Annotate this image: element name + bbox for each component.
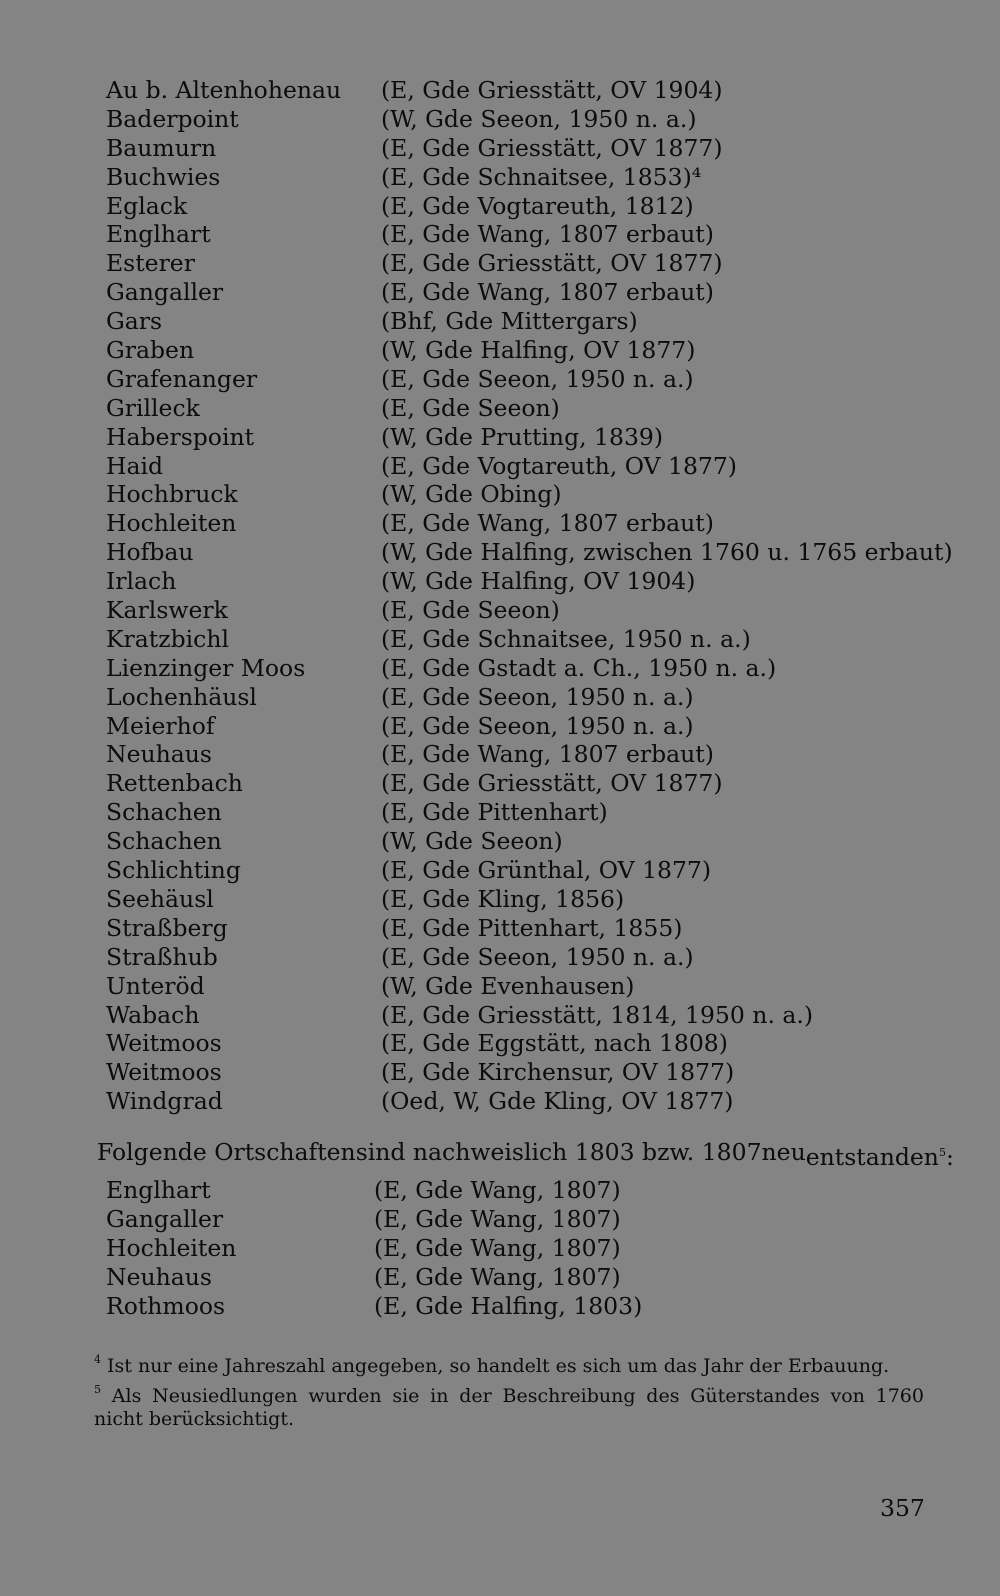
place-name: Irlach bbox=[106, 567, 177, 596]
place-description: (E, Gde Wang, 1807) bbox=[374, 1176, 621, 1204]
place-name: Meierhof bbox=[106, 711, 215, 740]
place-description: (W, Gde Seeon) bbox=[381, 827, 563, 856]
place-name: Au b. Altenhohenau bbox=[106, 76, 342, 104]
list-item bbox=[100, 943, 960, 972]
place-description: (E, Gde Wang, 1807 erbaut) bbox=[381, 278, 714, 307]
place-description: (E, Gde Kling, 1856) bbox=[381, 884, 625, 913]
list-item bbox=[100, 712, 960, 741]
list-item bbox=[100, 452, 960, 481]
place-name: Haid bbox=[106, 451, 164, 480]
place-description: (E, Gde Griesstätt, 1814, 1950 n. a.) bbox=[381, 1000, 814, 1029]
list-item bbox=[100, 249, 960, 278]
place-name: Rettenbach bbox=[106, 769, 243, 798]
list-item bbox=[100, 278, 960, 307]
place-name: Schachen bbox=[106, 798, 222, 827]
place-name: Neuhaus bbox=[106, 1263, 212, 1291]
new-place-list bbox=[100, 1176, 960, 1321]
place-description: (E, Gde Griesstätt, OV 1904) bbox=[381, 76, 723, 104]
place-description: (E, Gde Halfing, 1803) bbox=[374, 1292, 643, 1320]
place-description: (E, Gde Schnaitsee, 1853)⁴ bbox=[381, 162, 702, 191]
list-item bbox=[100, 134, 960, 163]
place-description: (E, Gde Grünthal, OV 1877) bbox=[381, 856, 712, 885]
list-item bbox=[100, 740, 960, 769]
place-description: (E, Gde Pittenhart) bbox=[381, 798, 608, 827]
list-item bbox=[100, 798, 960, 827]
place-description: (E, Gde Wang, 1807) bbox=[374, 1205, 621, 1233]
place-description: (E, Gde Vogtareuth, 1812) bbox=[381, 191, 694, 220]
place-name: Esterer bbox=[106, 249, 195, 278]
footnote-mark: 4 bbox=[94, 1353, 101, 1366]
place-description: (E, Gde Wang, 1807) bbox=[374, 1263, 621, 1291]
place-name: Lienzinger Moos bbox=[106, 653, 306, 682]
intro-colon: : bbox=[945, 1143, 954, 1171]
place-description: (E, Gde Griesstätt, OV 1877) bbox=[381, 133, 723, 162]
place-list bbox=[100, 76, 960, 1116]
list-item bbox=[100, 856, 960, 885]
place-name: Neuhaus bbox=[106, 740, 212, 769]
place-name: Haberspoint bbox=[106, 422, 255, 451]
list-item bbox=[100, 1176, 960, 1205]
place-description: (W, Gde Evenhausen) bbox=[381, 971, 635, 1000]
place-description: (W, Gde Seeon, 1950 n. a.) bbox=[381, 104, 697, 133]
intro-part: neu bbox=[761, 1138, 806, 1166]
place-name: Graben bbox=[106, 336, 195, 365]
footnote-mark: 5 bbox=[94, 1383, 101, 1396]
place-description: (E, Gde Griesstätt, OV 1877) bbox=[381, 769, 723, 798]
list-item bbox=[100, 76, 960, 105]
place-description: (E, Gde Seeon, 1950 n. a.) bbox=[381, 682, 694, 711]
place-description: (W, Gde Halfing, OV 1904) bbox=[381, 567, 696, 596]
page-number: 357 bbox=[880, 1494, 925, 1522]
list-item bbox=[100, 105, 960, 134]
list-item bbox=[100, 1058, 960, 1087]
place-name: Karlswerk bbox=[106, 596, 228, 625]
list-item bbox=[100, 1292, 960, 1321]
place-description: (E, Gde Pittenhart, 1855) bbox=[381, 913, 683, 942]
footnote bbox=[94, 1378, 924, 1431]
intro-part: entstanden bbox=[805, 1143, 939, 1171]
place-description: (W, Gde Halfing, OV 1877) bbox=[381, 336, 696, 365]
list-item bbox=[100, 480, 960, 509]
place-name: Gars bbox=[106, 307, 163, 336]
place-description: (E, Gde Wang, 1807 erbaut) bbox=[381, 509, 714, 538]
place-name: Englhart bbox=[106, 1176, 211, 1204]
list-item bbox=[100, 192, 960, 221]
place-description: (W, Gde Obing) bbox=[381, 480, 562, 509]
list-item bbox=[100, 1087, 960, 1116]
place-description: (E, Gde Gstadt a. Ch., 1950 n. a.) bbox=[381, 653, 777, 682]
list-item bbox=[100, 1001, 960, 1030]
place-description: (E, Gde Seeon) bbox=[381, 596, 560, 625]
place-description: (E, Gde Vogtareuth, OV 1877) bbox=[381, 451, 737, 480]
list-item bbox=[100, 885, 960, 914]
footnote-text: Ist nur eine Jahreszahl angegeben, so handelt es sich um das Jahr der Erbauung. bbox=[107, 1355, 890, 1377]
place-description: (E, Gde Seeon, 1950 n. a.) bbox=[381, 711, 694, 740]
list-item bbox=[100, 827, 960, 856]
place-name: Hochbruck bbox=[106, 480, 238, 509]
place-name: Baumurn bbox=[106, 133, 217, 162]
footnote-ref: 5 bbox=[938, 1146, 946, 1159]
list-item bbox=[100, 1205, 960, 1234]
place-description: (E, Gde Seeon, 1950 n. a.) bbox=[381, 364, 694, 393]
place-name: Straßberg bbox=[106, 913, 228, 942]
intro-part-last bbox=[806, 1138, 954, 1172]
list-item bbox=[100, 163, 960, 192]
place-name: Hochleiten bbox=[106, 509, 237, 538]
place-name: Englhart bbox=[106, 220, 211, 249]
section-intro bbox=[97, 1138, 954, 1172]
list-item bbox=[100, 1234, 960, 1263]
place-description: (E, Gde Wang, 1807 erbaut) bbox=[381, 220, 714, 249]
list-item bbox=[100, 394, 960, 423]
place-name: Unteröd bbox=[106, 971, 205, 1000]
place-name: Windgrad bbox=[106, 1087, 223, 1116]
place-name: Weitmoos bbox=[106, 1058, 222, 1087]
place-name: Straßhub bbox=[106, 942, 218, 971]
place-name: Lochenhäusl bbox=[106, 682, 257, 711]
place-name: Gangaller bbox=[106, 1205, 224, 1233]
list-item bbox=[100, 683, 960, 712]
intro-part: Folgende Ortschaften bbox=[97, 1138, 356, 1166]
place-name: Eglack bbox=[106, 191, 188, 220]
list-item bbox=[100, 625, 960, 654]
place-name: Kratzbichl bbox=[106, 624, 229, 653]
place-name: Seehäusl bbox=[106, 884, 214, 913]
list-item bbox=[100, 1263, 960, 1292]
place-description: (W, Gde Halfing, zwischen 1760 u. 1765 erbaut) bbox=[381, 538, 953, 567]
footnote bbox=[94, 1348, 924, 1378]
place-description: (E, Gde Wang, 1807) bbox=[374, 1234, 621, 1262]
place-description: (E, Gde Griesstätt, OV 1877) bbox=[381, 249, 723, 278]
list-item bbox=[100, 1029, 960, 1058]
intro-part: sind nachweislich 1803 bzw. 1807 bbox=[355, 1138, 762, 1166]
place-name: Schlichting bbox=[106, 856, 241, 885]
footnote-text: Als Neusiedlungen wurden sie in der Beschreibung des Güterstandes von 1760 nicht berücksichtigt. bbox=[94, 1385, 924, 1430]
place-description: (E, Gde Eggstätt, nach 1808) bbox=[381, 1029, 728, 1058]
place-description: (Oed, W, Gde Kling, OV 1877) bbox=[381, 1087, 734, 1116]
place-name: Buchwies bbox=[106, 162, 221, 191]
list-item bbox=[100, 538, 960, 567]
list-item bbox=[100, 654, 960, 683]
place-name: Grilleck bbox=[106, 393, 200, 422]
place-name: Schachen bbox=[106, 827, 222, 856]
place-name: Baderpoint bbox=[106, 104, 239, 133]
place-description: (E, Gde Seeon, 1950 n. a.) bbox=[381, 942, 694, 971]
list-item bbox=[100, 220, 960, 249]
list-item bbox=[100, 365, 960, 394]
place-description: (E, Gde Wang, 1807 erbaut) bbox=[381, 740, 714, 769]
place-name: Gangaller bbox=[106, 278, 224, 307]
list-item bbox=[100, 769, 960, 798]
list-item bbox=[100, 307, 960, 336]
place-description: (E, Gde Schnaitsee, 1950 n. a.) bbox=[381, 624, 751, 653]
list-item bbox=[100, 972, 960, 1001]
place-description: (Bhf, Gde Mittergars) bbox=[381, 307, 638, 336]
place-name: Weitmoos bbox=[106, 1029, 222, 1058]
place-description: (E, Gde Seeon) bbox=[381, 393, 560, 422]
list-item bbox=[100, 336, 960, 365]
place-name: Hofbau bbox=[106, 538, 194, 567]
list-item bbox=[100, 914, 960, 943]
list-item bbox=[100, 596, 960, 625]
place-name: Hochleiten bbox=[106, 1234, 237, 1262]
place-name: Rothmoos bbox=[106, 1292, 226, 1320]
list-item bbox=[100, 509, 960, 538]
list-item bbox=[100, 423, 960, 452]
footnotes bbox=[94, 1348, 924, 1431]
place-name: Grafenanger bbox=[106, 364, 258, 393]
place-description: (W, Gde Prutting, 1839) bbox=[381, 422, 664, 451]
place-description: (E, Gde Kirchensur, OV 1877) bbox=[381, 1058, 735, 1087]
list-item bbox=[100, 567, 960, 596]
place-name: Wabach bbox=[106, 1000, 200, 1029]
